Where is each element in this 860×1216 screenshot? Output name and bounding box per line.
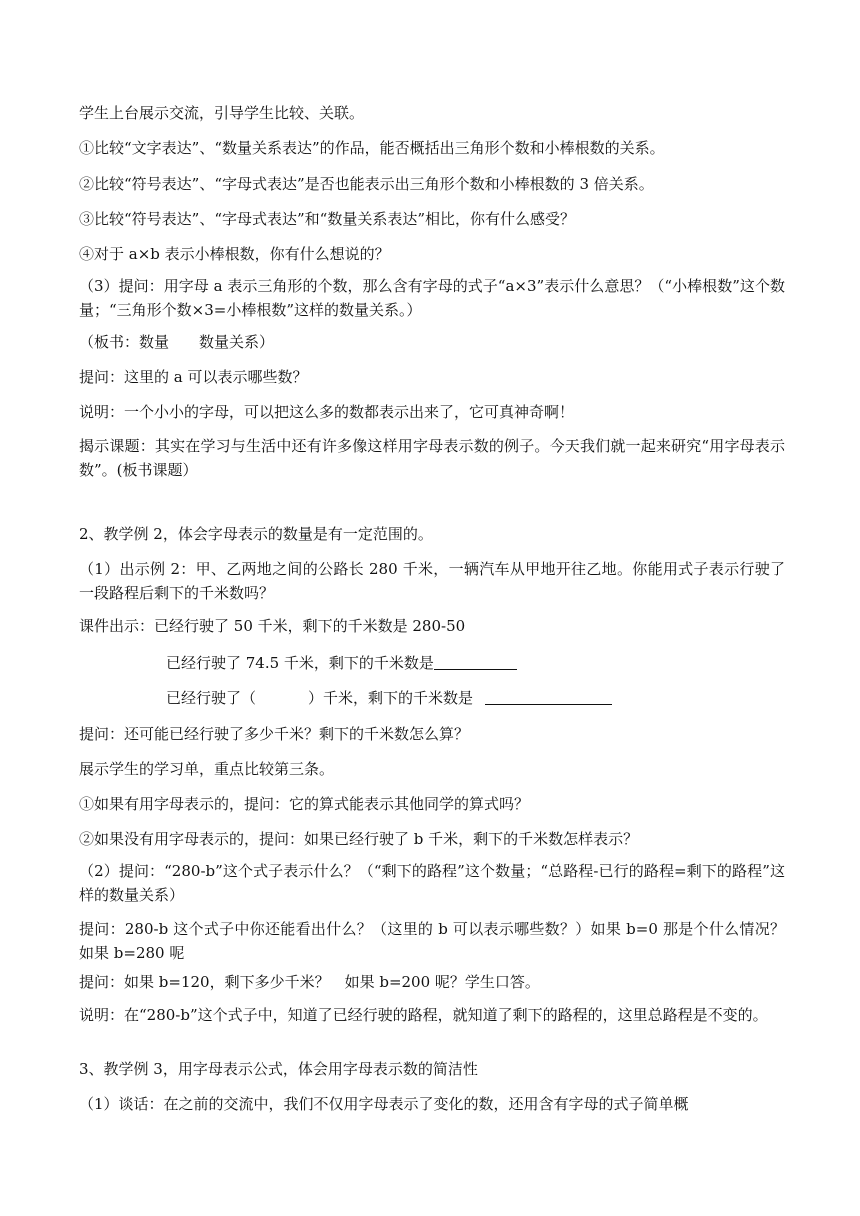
- paragraph: 说明：一个小小的字母，可以把这么多的数都表示出来了，它可真神奇啊！: [79, 403, 575, 421]
- paragraph: 揭示课题：其实在学习与生活中还有许多像这样用字母表示数的例子。今天我们就一起来研究“用字母表示数”。(板书课题）: [79, 437, 785, 479]
- paragraph: [166, 651, 785, 675]
- paragraph: 提问：如果 b=120，剩下多少千米？ 如果 b=200 呢？学生口答。: [79, 973, 540, 991]
- paragraph: （3）提问：用字母 a 表示三角形的个数，那么含有字母的式子“a×3”表示什么意思？（“小棒根数”这个数量；“三角形个数×3=小棒根数”这样的数量关系。）: [79, 277, 785, 319]
- paragraph: ②比较“符号表达”、“字母式表达”是否也能表示出三角形个数和小棒根数的 3 倍关系。: [79, 175, 654, 193]
- paragraph: [166, 686, 785, 710]
- paragraph: ①比较“文字表达”、“数量关系表达”的作品，能否概括出三角形个数和小棒根数的关系。: [79, 139, 665, 157]
- paragraph: 学生上台展示交流，引导学生比较、关联。: [79, 104, 365, 122]
- paragraph: （2）提问：“280-b”这个式子表示什么？（“剩下的路程”这个数量；“总路程-已行的路程=剩下的路程”这样的数量关系）: [79, 862, 785, 904]
- section-heading: 3、教学例 3，用字母表示公式，体会用字母表示数的简洁性: [79, 1060, 478, 1078]
- line-text: ）千米，剩下的千米数是: [308, 689, 474, 707]
- paragraph: （1）出示例 2：甲、乙两地之间的公路长 280 千米，一辆汽车从甲地开往乙地。你能用式子表示行驶了一段路程后剩下的千米数吗？: [79, 560, 785, 602]
- paragraph: 说明：在“280-b”这个式子中，知道了已经行驶的路程，就知道了剩下的路程的，这里总路程是不变的。: [79, 1006, 768, 1024]
- paragraph: ①如果有用字母表示的，提问：它的算式能表示其他同学的算式吗？: [79, 795, 530, 813]
- paragraph: 提问：还可能已经行驶了多少千米？剩下的千米数怎么算？: [79, 725, 470, 743]
- answer-blank: [434, 653, 517, 670]
- paragraph: ③比较“符号表达”、“字母式表达”和“数量关系表达”相比，你有什么感受？: [79, 210, 576, 228]
- line-text: 已经行驶了 74.5 千米，剩下的千米数是: [166, 654, 434, 672]
- section-heading: 2、教学例 2，体会字母表示的数量是有一定范围的。: [79, 525, 433, 543]
- line-text: 已经行驶了（: [166, 689, 257, 707]
- paragraph: 课件出示：已经行驶了 50 千米，剩下的千米数是 280-50: [79, 617, 466, 635]
- paragraph: 提问：280-b 这个式子中你还能看出什么？（这里的 b 可以表示哪些数？）如果 b=0 那是个什么情况？如果 b=280 呢: [79, 920, 785, 962]
- answer-blank: [485, 688, 612, 705]
- paragraph: ④对于 a×b 表示小棒根数，你有什么想说的？: [79, 245, 390, 263]
- paragraph: 提问：这里的 a 可以表示哪些数？: [79, 368, 308, 386]
- paragraph: ②如果没有用字母表示的，提问：如果已经行驶了 b 千米，剩下的千米数怎样表示？: [79, 830, 639, 848]
- paragraph: （板书：数量 数量关系）: [79, 333, 275, 351]
- paragraph: （1）谈话：在之前的交流中，我们不仅用字母表示了变化的数，还用含有字母的式子简单概: [79, 1095, 689, 1113]
- paragraph: 展示学生的学习单，重点比较第三条。: [79, 760, 335, 778]
